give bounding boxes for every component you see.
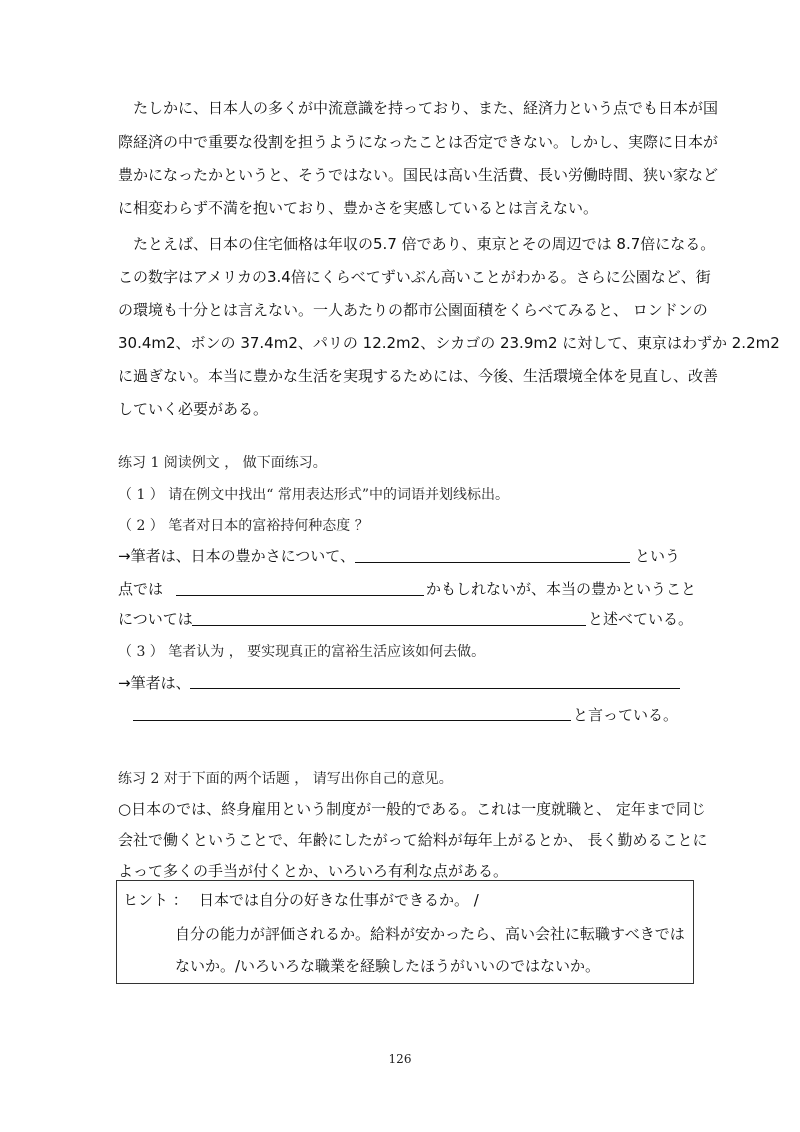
hint-line: ないか。/いろいろな職業を経験したほうがいいのではないか。 — [175, 957, 601, 975]
hint-line: 日本では自分の好きな仕事ができるか。 / — [199, 891, 479, 909]
answer-q3-prefix: →筆者は、 — [118, 674, 191, 692]
answer-blank[interactable] — [192, 625, 586, 626]
answer-q3-suffix: と言っている。 — [573, 706, 679, 724]
paragraph-line: に過ぎない。本当に豊かな生活を実現するためには、今後、生活環境全体を見直し、改善 — [118, 367, 719, 385]
paragraph-line: していく必要がある。 — [118, 400, 269, 418]
paragraph-line: 際経済の中で重要な役割を担うようになったことは否定できない。しかし、実際に日本が — [118, 133, 719, 151]
topic-line: 会社で働くということで、年齢にしたがって給料が毎年上がるとか、 長く勤めることに — [118, 831, 708, 849]
exercise-1-title: 练习 1 阅读例文 ， 做下面练习。 — [118, 455, 327, 471]
answer-line-1-prefix: →筆者は、日本の豊かさについて、 — [118, 547, 355, 565]
answer-line-3-suffix: と述べている。 — [588, 610, 694, 628]
paragraph-line: 30.4m2、ボンの 37.4m2、パリの 12.2m2、シカゴの 23.9m2 に対して、東京はわずか 2.2m2 — [118, 334, 780, 352]
hint-line: 自分の能力が評価されるか。給料が安かったら、高い会社に転職すべきでは — [175, 925, 685, 943]
exercise-1-question-2: （ 2 ） 笔者对日本的富裕持何种态度 ？ — [118, 518, 369, 534]
exercise-1-question-1: （ 1 ） 请在例文中找出“ 常用表达形式”中的词语并划线标出。 — [118, 487, 510, 503]
answer-line-2-suffix: かもしれないが、本当の豊かということ — [426, 580, 697, 598]
exercise-2-title: 练习 2 对于下面的两个话题 ， 请写出你自己的意见。 — [118, 771, 453, 787]
page-number: 126 — [388, 1052, 412, 1066]
hint-box — [116, 880, 694, 984]
paragraph-line: 豊かになったかというと、そうではない。国民は高い生活費、長い労働時間、狭い家など — [118, 166, 719, 184]
answer-line-1-suffix: という — [635, 547, 681, 565]
paragraph-line: たとえば、日本の住宅価格は年収の5.7 倍であり、東京とその周辺では 8.7倍になる。 — [118, 235, 716, 253]
answer-blank[interactable] — [133, 720, 571, 721]
topic-line: よって多くの手当が付くとか、いろいろ有利な点がある。 — [118, 862, 509, 880]
paragraph-line: に相変わらず不満を抱いており、豊かさを実感しているとは言えない。 — [118, 199, 599, 217]
answer-line-3-prefix: については — [118, 610, 193, 628]
answer-blank[interactable] — [190, 688, 680, 689]
hint-label: ヒント ： — [123, 891, 188, 909]
answer-line-2-prefix: 点では — [118, 580, 164, 598]
topic-line: ○日本のでは、終身雇用という制度が一般的である。これは一度就職と、 定年まで同じ — [118, 800, 706, 818]
exercise-1-question-3: （ 3 ） 笔者认为 ， 要实现真正的富裕生活应该如何去做。 — [118, 644, 486, 660]
paragraph-line: この数字はアメリカの3.4倍にくらべてずいぶん高いことがわかる。さらに公園など、街 — [118, 268, 711, 286]
paragraph-line: たしかに、日本人の多くが中流意識を持っており、また、経済力という点でも日本が国 — [118, 99, 719, 117]
paragraph-line: の環境も十分とは言えない。一人あたりの都市公園面積をくらべてみると、 ロンドンの — [118, 301, 708, 319]
answer-blank[interactable] — [176, 595, 424, 596]
answer-blank[interactable] — [355, 562, 630, 563]
